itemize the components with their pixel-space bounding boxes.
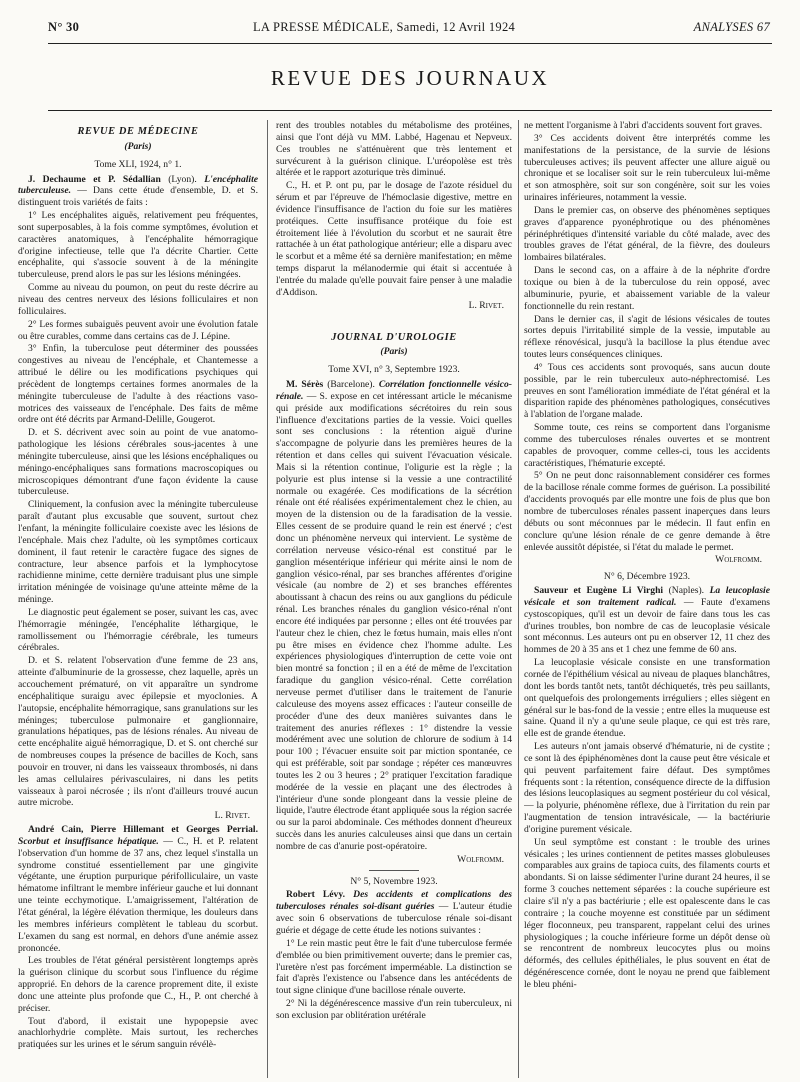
- section-title: REVUE DE MÉDECINE: [77, 126, 199, 137]
- running-header: [48, 18, 770, 40]
- article-signature: L. Rivet.: [214, 810, 250, 822]
- article-signature: L. Rivet.: [468, 299, 504, 311]
- separator-rule: [369, 870, 419, 871]
- article-paragraph: [18, 824, 258, 954]
- article-paragraph: Le diagnostic peut également se poser, suivant les cas, avec l'hémorragie méningée, l'encéphalite léthargique, le ramollissement ou l'hémorragie cérébrale, les tumeurs cérébrales.: [18, 606, 258, 654]
- issue-number-line: N° 5, Novembre 1923.: [350, 875, 438, 887]
- issue-tome: Tome XLI, 1924, n° 1.: [94, 158, 182, 170]
- article-paragraph: 2° Les formes subaiguës peuvent avoir une évolution fatale ou être curables, comme dans certains cas de J. Lépine.: [18, 318, 258, 342]
- article-signature: Wolfromm.: [457, 853, 504, 865]
- article-paragraph: Dans le dernier cas, il s'agit de lésions vésicales de toutes sortes depuis l'irritabilité simple de la vessie, imputable au réflexe rénovésical, jusqu'à la bacillose la plus étendue avec toutes leurs conséquences cliniques.: [524, 313, 770, 361]
- article-paragraph: Comme au niveau du poumon, on peut du reste décrire au niveau des centres nerveux des lésions folliculaires et non folliculaires.: [18, 282, 258, 317]
- column-divider: [518, 120, 519, 1078]
- article-authors: André Cain, Pierre Hillemant et Georges Perrial.: [28, 824, 258, 836]
- article-text: — Dans cette étude d'ensemble, D. et S. distinguent trois variétés de faits :: [18, 185, 258, 209]
- column-2: [276, 120, 512, 1078]
- article-paragraph: Dans le second cas, on a affaire à de la néphrite d'ordre toxique ou bien à de la tuberculose du rein opposé, avec albuminurie, pyurie, et abaissement variable de la valeur fonctionnelle du rein restant.: [524, 265, 770, 312]
- article-paragraph: [276, 889, 512, 936]
- article-title: Des accidents et complications des tuberculoses rénales soi-disant guéries: [276, 889, 512, 913]
- article-paragraph: Dans le premier cas, on observe des phénomènes septiques graves d'apparence pyonéphrotique ou des phénomènes périnéphrétiques d'intensité variable du côté malade, avec des troubles graves de l'état général, de la fièvre, des douleurs lombaires bilatérales.: [524, 204, 770, 264]
- article-paragraph: 2° Ni la dégénérescence massive d'un rein tuberculeux, ni son exclusion par oblitération urétérale: [276, 998, 512, 1021]
- article-title: Scorbut et insuffisance hépatique.: [18, 835, 159, 847]
- header-rule: [48, 43, 772, 44]
- article-paragraph: 1° Le rein mastic peut être le fait d'une tuberculose fermée d'emblée ou bien primitivement ouverte; dans le premier cas, l'uretère n'est pas forcément imperméable. La distinction se fait d'après l'existence ou l'absence dans les antécédents de tout signe clinique d'une bacillose rénale ouverte.: [276, 937, 512, 997]
- article-paragraph: 5° On ne peut donc raisonnablement considérer ces formes de la bacillose rénale comme formes de guérison. La possibilité d'accidents provoqués par elle montre une fois de plus que bon nombre de tuberculoses rénales passent inaperçues dans leurs débuts ou sont méconnues par le médecin. Il faut enfin en conclure qu'une lésion rénale de ce genre demande à être enlevée aussitôt dépistée, si l'état du malade le permet.: [524, 470, 770, 553]
- article-paragraph: [276, 379, 512, 853]
- journal-line: LA PRESSE MÉDICALE, Samedi, 12 Avril 1924: [253, 20, 516, 34]
- article-text: — S. expose en cet intéressant article le mécanisme qui préside aux modifications sécrétoires du rein sous l'influence d'excitations parties de la vessie. Voici quelles sont ses conclusions : la rétention aiguë d'urine s'accompagne de polyurie dans les premières heures de la rétention et dans celles qui suivent l'évacuation vésicale. Mais si la rétention continue, l'oligurie est la règle ; la polyurie est plus intense si la vessie a une contractilité normale ou exagérée. Ces modifications de la sécrétion rénale ont été réalisées expérimentalement chez le chien, au moyen de la distension ou de la faradisation de la vessie. Elles cessent de se produire quand le rein est énervé ; c'est donc un phénomène nerveux qui intervient. Le système de corrélation nerveuse vésico-rénal est constitué par le ganglion mésentérique inférieur qui mérite ainsi le nom de ganglion vésico-rénal, par ses branches afférentes d'origine vésicale (au nombre de 2) et ses branches efférentes aboutissant à chacun des reins ou aux ganglions du pédicule rénal. Les branches rénales du ganglion vésico-rénal n'ont encore été indiquées par personne ; elles ont été trouvées par l'auteur chez le chien, chez le fœtus humain, mais elles n'ont pu être mises en évidence chez l'homme adulte. Les expériences physiologiques d'interruption de cette voie ont bien montré sa fonction ; il en a été de même de l'excitation faradique du ganglion vésico-rénal. Cette corrélation nerveuse permet d'utiliser dans le traitement de l'anurie calculeuse des moyens assez efficaces : l'auteur conseille de procéder d'une des deux manières suivantes dans le traitement des anuries réflexes : 1° distendre la vessie modérément avec une solution de chlorure de sodium à 14 pour 100 ; l'évacuer ensuite soit par miction spontanée, ce qui est préférable, soit par sondage ; répéter ces manœuvres toutes les 2 ou 3 heures ; 2° pratiquer l'excitation faradique modérée de la vessie en plaçant une des électrodes à l'intérieur d'une sonde plongeant dans la vessie pleine de liquide, l'autre électrode étant appliquée sous la région sacrée ou sur la paroi abdominale. Ces méthodes donnent d'heureux succès dans les anuries calculeuses ainsi que dans un certain nombre de cas d'anurie post-opératoire.: [276, 390, 512, 852]
- article-paragraph: D. et S. décrivent avec soin au point de vue anatomo-pathologique les lésions cérébrales sous-jacentes à une méningite tuberculeuse, ainsi que les lésions encéphaliques ou méningo-encéphaliques sans formations macroscopiques ou microscopiques démontrant d'une façon évidente la cause tuberculeuse.: [18, 427, 258, 498]
- article-paragraph: La leucoplasie vésicale consiste en une transformation cornée de l'épithélium vésical au niveau de plaques blanchâtres, dont les bords tantôt nets, tantôt déchiquetés, très peu saillants, ont quelquefois des prolongements irréguliers ; elles siègent en général sur le bas-fond de la vessie ; entre elles la muqueuse est saine. Quand il n'y a qu'une seule plaque, ce qui est très rare, elle est de grande étendue.: [524, 657, 770, 740]
- article-signature: Wolfromm.: [715, 554, 762, 566]
- article-text: — Faute d'examens cystoscopiques, qu'il est un devoir de faire dans tous les cas d'urines troubles, bon nombre de cas de leucoplasie vésicale sont méconnus. Les auteurs ont pu en observer 12, 11 chez des hommes de 20 à 35 ans et 1 chez une femme de 60 ans.: [524, 596, 770, 656]
- article-authors: J. Dechaume et P. Sédallian: [28, 173, 161, 185]
- article-paragraph: rent des troubles notables du métabolisme des protéines, ainsi que l'ont déjà vu MM. Labbé, Hagenau et Nepveux. Ces troubles ne s'atténuèrent que très lentement et survécurent à la guérison clinique. L'uréopolèse est très altérée et le rapport azoturique très diminué.: [276, 120, 512, 179]
- column-3: [524, 120, 770, 1078]
- page-title: REVUE DES JOURNAUX: [270, 66, 550, 90]
- column-divider: [267, 120, 268, 1078]
- article-location: (Lyon).: [160, 173, 205, 185]
- section-title: JOURNAL D'UROLOGIE: [331, 331, 457, 343]
- article-paragraph: Les troubles de l'état général persistèrent longtemps après la guérison clinique du scorbut sous l'influence du régime approprié. En dehors de la carence proprement dite, il existe donc une atteinte plus profonde que C., H., P. ont cherché à préciser.: [18, 955, 258, 1014]
- issue-number-line: N° 6, Décembre 1923.: [603, 571, 691, 583]
- article-paragraph: [524, 585, 770, 656]
- issue-number: N° 30: [48, 20, 80, 34]
- article-paragraph: Cliniquement, la confusion avec la méningite tuberculeuse paraît d'autant plus excusable que souvent, surtout chez l'enfant, la méningite folliculaire coexiste avec les lésions de l'encéphale. Mais chez l'adulte, où les symptômes corticaux dominent, il faut retenir le caractère fugace des signes de contracture, leur absence parfois et la lymphocytose rachidienne minime, cette dernière traduisant plus une simple irritation méningée de voisinage qu'une atteinte même de la méninge.: [18, 499, 258, 606]
- article-location: (Naples).: [663, 585, 710, 597]
- article-authors: Robert Lévy.: [286, 889, 346, 901]
- article-paragraph: Un seul symptôme est constant : le trouble des urines vésicales ; les urines contiennent de petites masses globuleuses comparables aux grains de tapioca cuits, des filaments courts et abondants. Si on laisse sédimenter l'urine durant 24 heures, il se forme 3 couches nettement séparées : la couche supérieure est claire s'il n'y a pas bactériurie ; elle est opalescente dans le cas contraire ; la couche moyenne est constituée par un sédiment léger floconneux, peu transparent, rappelant celui des urines physiologiques ; la couche inférieure forme un dépôt dense où se rencontrent de nombreux leucocytes plus ou moins déformés, des cellules épithéliales, le plus souvent en état de dégénérescence cornée, dont le noyau ne prend que faiblement le bleu phéni-: [524, 836, 770, 990]
- section-page: ANALYSES 67: [693, 20, 770, 34]
- issue-tome: Tome XVI, n° 3, Septembre 1923.: [328, 364, 460, 376]
- article-text: — C., H. et P. relatent l'observation d'un homme de 37 ans, chez lequel s'installa un syndrome constitué essentiellement par une gingivite végétante, une éruption purpurique périfolliculaire, un vaste hématome infiltrant le membre inférieur gauche et lui donnant une teinte ecchymotique. L'amaigrissement, l'altération de l'état général, la légère élévation thermique, les douleurs dans les membres inférieurs complètent le tableau du scorbut. L'examen du sang est normal, en dehors d'une anémie assez prononcée.: [18, 835, 258, 954]
- article-paragraph: 3° Enfin, la tuberculose peut déterminer des poussées congestives au niveau de l'encéphale, et Chantemesse a attribué le délire ou les modifications psychiques qui précèdent de longtemps certaines formes anormales de la méningite tuberculeuse de l'adulte à des réactions vaso-motrices des vaisseaux de l'encéphale. Des faits de même ordre ont été décrits par Armand-Delille, Gougerot.: [18, 343, 258, 426]
- article-paragraph: 1° Les encéphalites aiguës, relativement peu fréquentes, sont superposables, à la fois comme symptômes, évolution et caractères anatomiques, à l'encéphalite hémorragique d'origine infectieuse, telle que l'a décrite Chartier. Cette encéphalite, qui s'associe souvent à de la méningite tuberculeuse, prend alors le pas sur les lésions méningées.: [18, 210, 258, 281]
- article-paragraph: 4° Tous ces accidents sont provoqués, sans aucun doute possible, par le rein tuberculeux auto-néphrectomisé. Les preuves en sont l'amélioration immédiate de l'état général et la disparition rapide des phénomènes pathologiques, consécutives à l'ablation de l'organe malade.: [524, 361, 770, 421]
- article-paragraph: C., H. et P. ont pu, par le dosage de l'azote résiduel du sérum et par l'épreuve de l'hémoclasie digestive, mettre en évidence l'insuffisance de l'action du foie sur les matières protéiques. Cette insuffisance protéique du foie est étroitement liée à l'évolution du scorbut et ne saurait être rattachée à un état pathologique antérieur; elle a disparu avec le scorbut et a même été sa dernière manifestation; en même temps disparut la mélanodermie qui était si accentuée à l'entrée du malade qu'elle pouvait faire penser à une maladie d'Addison.: [276, 180, 512, 298]
- column-1: [18, 120, 258, 1078]
- section-place: (Paris): [124, 140, 152, 152]
- article-text: — L'auteur étudie avec soin 6 observations de tuberculose rénale soi-disant guérie et dégage de cette étude les notions suivantes :: [276, 901, 512, 936]
- article-title: La leucoplasie vésicale et son traitement radical.: [524, 585, 770, 608]
- article-paragraph: D. et S. relatent l'observation d'une femme de 23 ans, atteinte d'albuminurie de la grossesse, chez laquelle, après un accouchement prématuré, on vit apparaître un syndrome encéphalitique suraigu avec épilepsie et myoclonies. A l'autopsie, encéphalite hémorragique, sans granulations sur les méninges; tuberculose pulmonaire et ganglionnaire, granulations hépatiques, pas de lésions rénales. Au niveau de cette encéphalite aiguë hémorragique, D. et S. ont cherché sur de nombreuses coupes la présence de bacilles de Koch, sans pouvoir en trouver, ni dans les vaisseaux thrombosés, ni dans les amas cellulaires périvasculaires, ni dans les petits vaisseaux à paroi nécrosée ; ils n'ont d'ailleurs trouvé aucun autre microbe.: [18, 655, 258, 809]
- article-paragraph: [18, 174, 258, 210]
- article-paragraph: 3° Ces accidents doivent être interprétés comme les manifestations de la persistance, de la survie de lésions tuberculeuses actives; ils peuvent affecter une allure aiguë ou chronique et se localiser soit sur le rein tuberculeux lui-même et son atmosphère, soit sur son congénère, soit sur les voies urinaires inférieures, notamment la vessie.: [524, 132, 770, 204]
- section-place: (Paris): [380, 346, 408, 358]
- article-paragraph: ne mettent l'organisme à l'abri d'accidents souvent fort graves.: [524, 120, 763, 131]
- article-title: Corrélation fonctionnelle vésico-rénale.: [276, 379, 512, 402]
- article-title: L'encéphalite tuberculeuse.: [18, 173, 258, 197]
- article-paragraph: Les auteurs n'ont jamais observé d'hématurie, ni de cystite ; ce sont là des épiphénomènes dont la cause peut être vésicale et qui peuvent parfaitement faire défaut. Des symptômes fréquents sont : la rétention, conséquence directe de la diffusion des lésions leucoplasiques au segment postérieur du col vésical, — la polyurie, phénomène réflexe, due à l'irritation du rein par l'augmentation de tension intravésicale, — la bactériurie d'origine purement vésicale.: [524, 741, 770, 835]
- article-authors: M. Sérès: [286, 379, 324, 391]
- article-paragraph: Tout d'abord, il existait une hypopepsie avec anachlorhydrie complète. Mais surtout, les recherches pratiquées sur les urines et le sérum sanguin révélè-: [18, 1015, 258, 1051]
- article-paragraph: Somme toute, ces reins se comportent dans l'organisme comme des tuberculoses rénales ouvertes et se montrent capables de provoquer, comme celles-ci, tous les accidents caractéristiques, l'hématurie excepté.: [524, 422, 770, 469]
- article-authors: Sauveur et Eugène Li Virghi: [534, 585, 664, 597]
- title-rule: [48, 110, 772, 111]
- article-location: (Barcelone).: [323, 379, 379, 391]
